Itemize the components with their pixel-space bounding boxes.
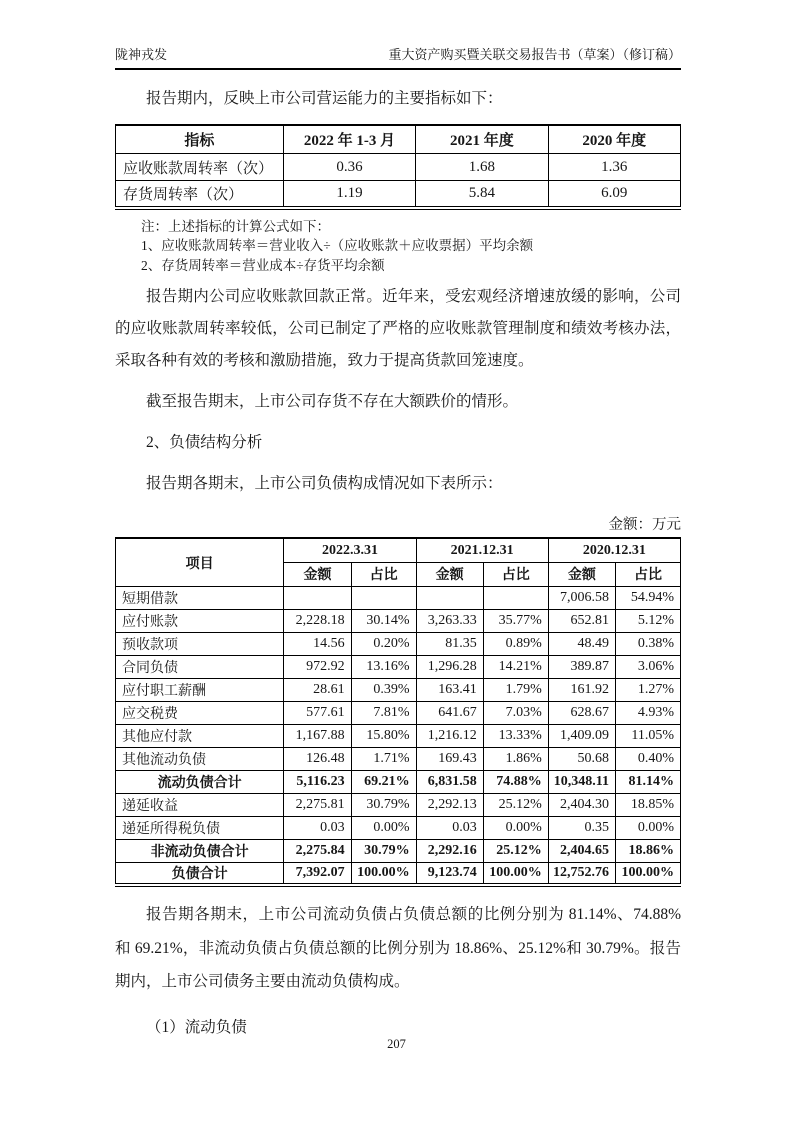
intro-paragraph: 报告期内，反映上市公司营运能力的主要指标如下： <box>146 90 503 107</box>
row-value: 35.77% <box>483 609 548 632</box>
row-value: 169.43 <box>416 747 483 770</box>
table-row <box>116 793 681 816</box>
row-value: 0.39% <box>351 678 416 701</box>
table-row <box>116 701 681 724</box>
row-value: 2,292.16 <box>416 839 483 862</box>
receivables-paragraph: 报告期内公司应收账款回款正常。近年来，受宏观经济增速放缓的影响，公司的应收账款周转率较低，公司已制定了严格的应收账款管理制度和绩效考核办法，采取各种有效的考核和激励措施，致力于提高货款回笼速度。 <box>115 288 681 369</box>
row-value: 0.00% <box>351 816 416 839</box>
header-company-name: 陇神戎发 <box>115 47 168 62</box>
row-label: 预收款项 <box>116 632 284 655</box>
row-value: 30.14% <box>351 609 416 632</box>
row-value: 7,006.58 <box>548 586 615 609</box>
subsection-heading: （1）流动负债 <box>146 1019 247 1037</box>
row-value: 4.93% <box>616 701 681 724</box>
row-value: 18.85% <box>616 793 681 816</box>
row-value: 2,292.13 <box>416 793 483 816</box>
period-header: 2020.12.31 <box>548 538 680 562</box>
row-value: 163.41 <box>416 678 483 701</box>
row-value: 25.12% <box>483 793 548 816</box>
row-value: 14.56 <box>284 632 351 655</box>
table-row <box>116 154 681 181</box>
row-value: 0.40% <box>616 747 681 770</box>
row-label: 存货周转率（次） <box>116 181 284 208</box>
row-value: 30.79% <box>351 793 416 816</box>
row-value <box>351 586 416 609</box>
row-value: 18.86% <box>616 839 681 862</box>
row-value: 0.20% <box>351 632 416 655</box>
row-label: 短期借款 <box>116 586 284 609</box>
table-row <box>116 839 681 862</box>
page-content <box>115 44 681 1043</box>
row-label: 非流动负债合计 <box>116 839 284 862</box>
row-value: 0.00% <box>616 816 681 839</box>
row-value: 74.88% <box>483 770 548 793</box>
row-value: 7.03% <box>483 701 548 724</box>
row-value: 100.00% <box>351 862 416 885</box>
row-value: 3.06% <box>616 655 681 678</box>
header-doc-title: 重大资产购买暨关联交易报告书（草案）（修订稿） <box>388 47 681 62</box>
row-value: 69.21% <box>351 770 416 793</box>
row-value: 50.68 <box>548 747 615 770</box>
row-label: 递延收益 <box>116 793 284 816</box>
subcolumn-header: 占比 <box>483 562 548 586</box>
table-row <box>116 724 681 747</box>
subcolumn-header: 金额 <box>416 562 483 586</box>
row-value: 1,167.88 <box>284 724 351 747</box>
table-row <box>116 770 681 793</box>
table-row <box>116 655 681 678</box>
row-value: 5.84 <box>416 181 548 208</box>
row-value: 652.81 <box>548 609 615 632</box>
subcolumn-header: 金额 <box>284 562 351 586</box>
row-label: 流动负债合计 <box>116 770 284 793</box>
table-notes <box>141 217 681 276</box>
row-value: 6.09 <box>548 181 680 208</box>
column-header: 2021 年度 <box>416 125 548 154</box>
row-value: 1.19 <box>283 181 415 208</box>
row-value: 1.36 <box>548 154 680 181</box>
row-value: 48.49 <box>548 632 615 655</box>
row-value <box>284 586 351 609</box>
row-value: 54.94% <box>616 586 681 609</box>
column-header: 2020 年度 <box>548 125 680 154</box>
period-header: 2021.12.31 <box>416 538 548 562</box>
row-value: 100.00% <box>483 862 548 885</box>
row-value: 100.00% <box>616 862 681 885</box>
section-heading: 2、负债结构分析 <box>146 433 263 451</box>
row-value: 28.61 <box>284 678 351 701</box>
row-value: 2,275.81 <box>284 793 351 816</box>
row-value: 7,392.07 <box>284 862 351 885</box>
row-value: 0.03 <box>416 816 483 839</box>
row-value: 2,228.18 <box>284 609 351 632</box>
row-value: 972.92 <box>284 655 351 678</box>
row-value: 1,296.28 <box>416 655 483 678</box>
row-value: 10,348.11 <box>548 770 615 793</box>
subcolumn-header: 占比 <box>616 562 681 586</box>
row-value: 577.61 <box>284 701 351 724</box>
column-header: 2022 年 1-3 月 <box>283 125 415 154</box>
indicator-table-header-row <box>116 125 681 154</box>
row-value: 1.79% <box>483 678 548 701</box>
subcolumn-header: 金额 <box>548 562 615 586</box>
row-value: 12,752.76 <box>548 862 615 885</box>
note-line: 2、存货周转率＝营业成本÷存货平均余额 <box>141 257 385 273</box>
row-value: 11.05% <box>616 724 681 747</box>
row-value: 0.36 <box>283 154 415 181</box>
row-label: 应付职工薪酬 <box>116 678 284 701</box>
row-label: 其他流动负债 <box>116 747 284 770</box>
table-row <box>116 181 681 208</box>
row-value: 2,275.84 <box>284 839 351 862</box>
row-value <box>416 586 483 609</box>
row-label: 递延所得税负债 <box>116 816 284 839</box>
row-value: 161.92 <box>548 678 615 701</box>
row-value: 7.81% <box>351 701 416 724</box>
row-value: 1.71% <box>351 747 416 770</box>
period-header: 2022.3.31 <box>284 538 416 562</box>
row-value: 1,216.12 <box>416 724 483 747</box>
row-value: 2,404.65 <box>548 839 615 862</box>
running-header <box>115 44 681 70</box>
table-row <box>116 816 681 839</box>
table-row <box>116 586 681 609</box>
row-value: 25.12% <box>483 839 548 862</box>
row-label: 合同负债 <box>116 655 284 678</box>
subcolumn-header: 占比 <box>351 562 416 586</box>
column-header: 指标 <box>116 125 284 154</box>
row-value: 0.35 <box>548 816 615 839</box>
row-value: 81.14% <box>616 770 681 793</box>
table-row <box>116 747 681 770</box>
row-value: 641.67 <box>416 701 483 724</box>
row-value: 2,404.30 <box>548 793 615 816</box>
row-value: 13.16% <box>351 655 416 678</box>
inventory-paragraph: 截至报告期末，上市公司存货不存在大额跌价的情形。 <box>146 392 519 410</box>
row-value: 6,831.58 <box>416 770 483 793</box>
row-label: 应交税费 <box>116 701 284 724</box>
row-value: 628.67 <box>548 701 615 724</box>
row-value: 1.68 <box>416 154 548 181</box>
table-row <box>116 632 681 655</box>
row-value: 5,116.23 <box>284 770 351 793</box>
note-line: 注：上述指标的计算公式如下： <box>141 218 330 234</box>
row-value: 0.03 <box>284 816 351 839</box>
table-row <box>116 678 681 701</box>
row-label: 应收账款周转率（次） <box>116 154 284 181</box>
row-value: 1.27% <box>616 678 681 701</box>
row-value: 1,409.09 <box>548 724 615 747</box>
row-value: 5.12% <box>616 609 681 632</box>
liability-structure-table <box>115 537 681 887</box>
page-number: 207 <box>387 1037 406 1051</box>
row-value: 1.86% <box>483 747 548 770</box>
row-value: 0.38% <box>616 632 681 655</box>
row-value: 30.79% <box>351 839 416 862</box>
note-line: 1、应收账款周转率＝营业收入÷（应收账款＋应收票据）平均余额 <box>141 238 534 254</box>
operating-indicators-table <box>115 124 681 210</box>
row-value: 81.35 <box>416 632 483 655</box>
row-value: 0.00% <box>483 816 548 839</box>
row-value: 9,123.74 <box>416 862 483 885</box>
row-value <box>483 586 548 609</box>
row-value: 389.87 <box>548 655 615 678</box>
row-value: 3,263.33 <box>416 609 483 632</box>
row-value: 13.33% <box>483 724 548 747</box>
row-value: 0.89% <box>483 632 548 655</box>
summary-paragraph: 报告期各期末，上市公司流动负债占负债总额的比例分别为 81.14%、74.88% 和 69.21%，非流动负债占负债总额的比例分别为 18.86%、25.12%和 30.79%。报告期内，上市公司债务主要由流动负债构成。 <box>115 906 681 990</box>
table-row <box>116 609 681 632</box>
liability-intro-paragraph: 报告期各期末，上市公司负债构成情况如下表所示： <box>146 474 503 492</box>
table-row <box>116 862 681 885</box>
unit-label: 金额：万元 <box>608 517 681 534</box>
row-value: 15.80% <box>351 724 416 747</box>
row-value: 126.48 <box>284 747 351 770</box>
row-label: 其他应付款 <box>116 724 284 747</box>
row-label: 应付账款 <box>116 609 284 632</box>
row-value: 14.21% <box>483 655 548 678</box>
liability-table-period-row <box>116 538 681 562</box>
column-header: 项目 <box>116 538 284 586</box>
row-label: 负债合计 <box>116 862 284 885</box>
